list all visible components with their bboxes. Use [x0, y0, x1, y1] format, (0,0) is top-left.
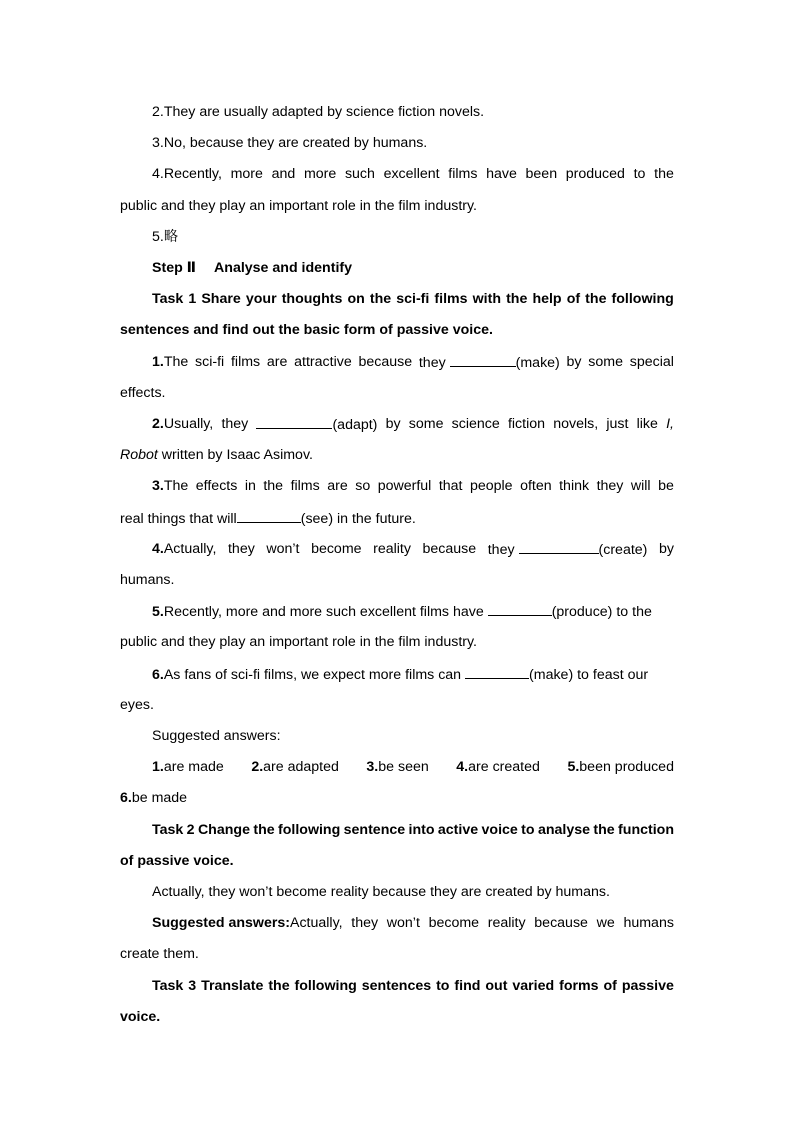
question-1: 1.The sci-fi films are attractive because they (make) by some special [152, 354, 674, 371]
task2-heading-cont: of passive voice. [120, 853, 234, 869]
task3-heading-cont: voice. [120, 1009, 161, 1025]
step-heading: Step Ⅱ Analyse and identify [152, 260, 352, 276]
question-2-cont: Robot written by Isaac Asimov. [120, 447, 313, 463]
task2-sentence: Actually, they won’t become reality because they are created by humans. [152, 884, 610, 900]
suggested-answers-label: Suggested answers: [152, 728, 281, 744]
answer-item: 2.are adapted [251, 759, 339, 775]
fill-blank[interactable] [237, 508, 301, 523]
question-4-cont: humans. [120, 572, 175, 588]
answer-line-2: 2.They are usually adapted by science fiction novels. [152, 104, 485, 120]
question-6-cont: eyes. [120, 697, 154, 713]
answer-line-4-cont: public and they play an important role in the film industry. [120, 198, 477, 214]
answer-line-3: 3.No, because they are created by humans. [152, 135, 428, 151]
question-3: 3.The effects in the films are so powerful that people often think they will be [152, 478, 674, 494]
answer-item: 1.are made [152, 759, 224, 775]
question-6: 6.As fans of sci-fi films, we expect more films can (make) to feast our [152, 664, 674, 685]
answer-list [152, 757, 674, 777]
fill-blank[interactable] [488, 601, 552, 616]
question-5: 5.Recently, more and more such excellent films have (produce) to the [152, 601, 674, 622]
question-1-cont: effects. [120, 385, 166, 401]
task1-heading: Task 1 Share your thoughts on the sci-fi films with the help of the following [152, 291, 674, 307]
question-4: 4.Actually, they won’t become reality because they (create) by [152, 541, 674, 558]
task3-heading: Task 3 Translate the following sentences to find out varied forms of passive [152, 978, 674, 994]
answer-line-5: 5.略 [152, 229, 179, 245]
question-3-cont: real things that will (see) in the future. [120, 508, 674, 529]
answer-item: 5.been produced [567, 759, 674, 775]
fill-blank[interactable] [465, 664, 529, 679]
task1-heading-cont: sentences and find out the basic form of passive voice. [120, 322, 493, 338]
fill-blank[interactable] [256, 414, 332, 429]
answer-item: 3.be seen [366, 759, 429, 775]
answer-item-6: 6.be made [120, 790, 188, 806]
answer-item: 4.are created [456, 759, 540, 775]
fill-blank[interactable] [519, 539, 599, 554]
task2-answer-cont: create them. [120, 946, 199, 962]
task2-answer: Suggested answers:Actually, they won’t become reality because we humans [152, 915, 674, 931]
fill-blank[interactable] [450, 352, 516, 367]
question-5-cont: public and they play an important role in the film industry. [120, 634, 477, 650]
question-2: 2.Usually, they (adapt) by some science fiction novels, just like I, [152, 416, 674, 433]
answer-line-4: 4.Recently, more and more such excellent films have been produced to the [152, 166, 674, 182]
task2-heading: Task 2 Change the following sentence into active voice to analyse the function [152, 822, 674, 838]
